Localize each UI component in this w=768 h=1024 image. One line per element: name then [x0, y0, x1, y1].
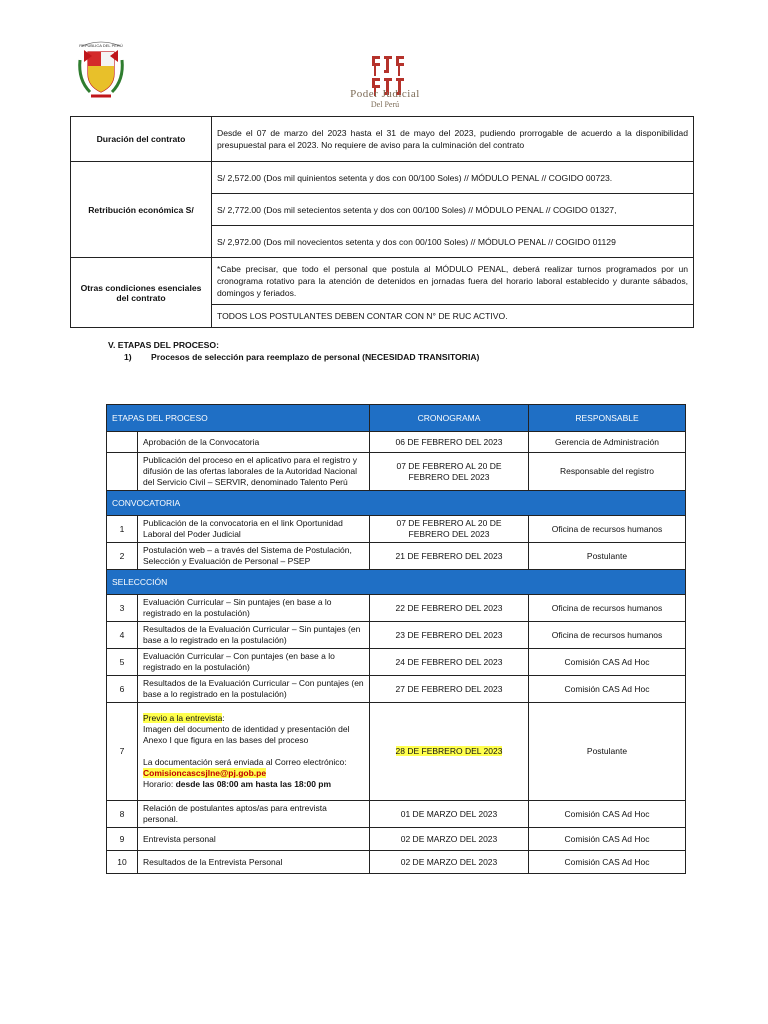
row-date: 07 DE FEBRERO AL 20 DE FEBRERO DEL 2023	[370, 453, 529, 491]
retribucion-label: Retribución económica S/	[71, 162, 212, 258]
row-responsible: Responsable del registro	[529, 453, 686, 491]
table-row-entrevista-previo	[107, 703, 686, 801]
row-responsible: Oficina de recursos humanos	[529, 595, 686, 622]
otras-label: Otras condiciones esenciales del contrato	[71, 258, 212, 328]
row-date: 24 DE FEBRERO DEL 2023	[370, 649, 529, 676]
table-row	[107, 516, 686, 543]
row-description	[138, 703, 370, 801]
row-number: 3	[107, 595, 138, 622]
peru-coat-of-arms-logo	[76, 40, 126, 102]
row-description: Evaluación Curricular – Con puntajes (en base a lo registrado en la postulación)	[138, 649, 370, 676]
row-date: 01 DE MARZO DEL 2023	[370, 801, 529, 828]
band-convocatoria	[107, 491, 686, 516]
band-label: CONVOCATORIA	[107, 491, 686, 516]
row-description: Publicación del proceso en el aplicativo para el registro y difusión de las ofertas laborales de la Autoridad Nacional del Servicio Civil – SERVIR, denominado Talento Perú	[138, 453, 370, 491]
org-subtitle: Del Perú	[370, 100, 400, 109]
row-date: 21 DE FEBRERO DEL 2023	[370, 543, 529, 570]
email-link[interactable]: Comisioncascsjlne@pj.gob.pe	[143, 768, 267, 778]
row-number: 2	[107, 543, 138, 570]
otras-row	[71, 258, 694, 305]
retribucion-item: S/ 2,772.00 (Dos mil setecientos setenta y dos con 00/100 Soles) // MÓDULO PENAL // COGIDO 01327,	[212, 194, 694, 226]
row-responsible: Oficina de recursos humanos	[529, 622, 686, 649]
row-date: 07 DE FEBRERO AL 20 DE FEBRERO DEL 2023	[370, 516, 529, 543]
row-number	[107, 453, 138, 491]
horario-label: Horario:	[143, 779, 176, 789]
row-description: Relación de postulantes aptos/as para entrevista personal.	[138, 801, 370, 828]
row-number: 7	[107, 703, 138, 801]
row-number: 10	[107, 851, 138, 874]
header-responsable: RESPONSABLE	[529, 405, 686, 432]
duracion-label: Duración del contrato	[71, 117, 212, 162]
row-responsible: Oficina de recursos humanos	[529, 516, 686, 543]
duracion-row	[71, 117, 694, 162]
table-row	[107, 828, 686, 851]
band-label: SELECCCIÓN	[107, 570, 686, 595]
org-name: Poder Judicial	[350, 88, 420, 100]
row-responsible: Postulante	[529, 543, 686, 570]
table-row	[107, 453, 686, 491]
row-number: 5	[107, 649, 138, 676]
subsection-title	[124, 352, 479, 362]
retribucion-row	[71, 162, 694, 194]
duracion-text: Desde el 07 de marzo del 2023 hasta el 31 de mayo del 2023, pudiendo prorrogable de acuerdo a la disponibilidad presupuestal para el 2023. No requiere de aviso para la culminación del contrato	[212, 117, 694, 162]
table-row	[107, 543, 686, 570]
subsection-text: Procesos de selección para reemplazo de personal (NECESIDAD TRANSITORIA)	[151, 352, 480, 362]
row-responsible: Comisión CAS Ad Hoc	[529, 828, 686, 851]
contract-conditions-table	[70, 116, 694, 328]
row-number: 8	[107, 801, 138, 828]
row-date-highlight: 28 DE FEBRERO DEL 2023	[395, 746, 503, 756]
row-description: Aprobación de la Convocatoria	[138, 432, 370, 453]
svg-text:REPÚBLICA DEL PERÚ: REPÚBLICA DEL PERÚ	[79, 43, 123, 48]
row-date: 02 DE MARZO DEL 2023	[370, 828, 529, 851]
previo-line2: La documentación será enviada al Correo electrónico:	[143, 757, 347, 767]
row-description: Resultados de la Evaluación Curricular – Sin puntajes (en base a lo registrado en la postulación)	[138, 622, 370, 649]
row-date	[370, 703, 529, 801]
band-seleccion	[107, 570, 686, 595]
row-description: Postulación web – a través del Sistema de Postulación, Selección y Evaluación de Personal – PSEP	[138, 543, 370, 570]
row-number: 1	[107, 516, 138, 543]
subsection-number: 1)	[124, 352, 132, 362]
row-responsible: Comisión CAS Ad Hoc	[529, 801, 686, 828]
table-row	[107, 595, 686, 622]
table-row	[107, 622, 686, 649]
schedule-header-row	[107, 405, 686, 432]
header-cronograma: CRONOGRAMA	[370, 405, 529, 432]
row-description: Resultados de la Entrevista Personal	[138, 851, 370, 874]
table-row	[107, 851, 686, 874]
row-date: 06 DE FEBRERO DEL 2023	[370, 432, 529, 453]
table-row	[107, 432, 686, 453]
row-number: 6	[107, 676, 138, 703]
row-description: Evaluación Curricular – Sin puntajes (en base a lo registrado en la postulación)	[138, 595, 370, 622]
previo-colon: :	[222, 713, 225, 723]
table-row	[107, 801, 686, 828]
row-responsible: Comisión CAS Ad Hoc	[529, 851, 686, 874]
row-responsible: Comisión CAS Ad Hoc	[529, 649, 686, 676]
row-number	[107, 432, 138, 453]
table-row	[107, 676, 686, 703]
otras-text: *Cabe precisar, que todo el personal que postula al MÓDULO PENAL, deberá realizar turnos programados por un cronograma rotativo para la atención de detenidos en jornadas fuera del horario laboral establecido y durante sábados, domingos y feriados.	[212, 258, 694, 305]
row-number: 9	[107, 828, 138, 851]
row-date: 23 DE FEBRERO DEL 2023	[370, 622, 529, 649]
row-date: 22 DE FEBRERO DEL 2023	[370, 595, 529, 622]
ruc-text: TODOS LOS POSTULANTES DEBEN CONTAR CON N° DE RUC ACTIVO.	[212, 305, 694, 328]
row-description: Entrevista personal	[138, 828, 370, 851]
row-responsible: Comisión CAS Ad Hoc	[529, 676, 686, 703]
section-title: V. ETAPAS DEL PROCESO:	[108, 340, 219, 350]
row-description: Resultados de la Evaluación Curricular – Con puntajes (en base a lo registrado en la postulación)	[138, 676, 370, 703]
row-date: 02 DE MARZO DEL 2023	[370, 851, 529, 874]
horario-value: desde las 08:00 am hasta las 18:00 pm	[175, 779, 332, 789]
retribucion-item: S/ 2,572.00 (Dos mil quinientos setenta y dos con 00/100 Soles) // MÓDULO PENAL // COGIDO 00723.	[212, 162, 694, 194]
row-date: 27 DE FEBRERO DEL 2023	[370, 676, 529, 703]
row-responsible: Gerencia de Administración	[529, 432, 686, 453]
previo-line1: Imagen del documento de identidad y presentación del Anexo I que figura en las bases del proceso	[143, 724, 350, 745]
row-responsible: Postulante	[529, 703, 686, 801]
previo-highlight: Previo a la entrevista	[143, 713, 223, 723]
header-etapas: ETAPAS DEL PROCESO	[107, 405, 370, 432]
table-row	[107, 649, 686, 676]
row-description: Publicación de la convocatoria en el link Oportunidad Laboral del Poder Judicial	[138, 516, 370, 543]
row-number: 4	[107, 622, 138, 649]
schedule-table	[106, 404, 686, 874]
retribucion-item: S/ 2,972.00 (Dos mil novecientos setenta y dos con 00/100 Soles) // MÓDULO PENAL // COGIDO 01129	[212, 226, 694, 258]
